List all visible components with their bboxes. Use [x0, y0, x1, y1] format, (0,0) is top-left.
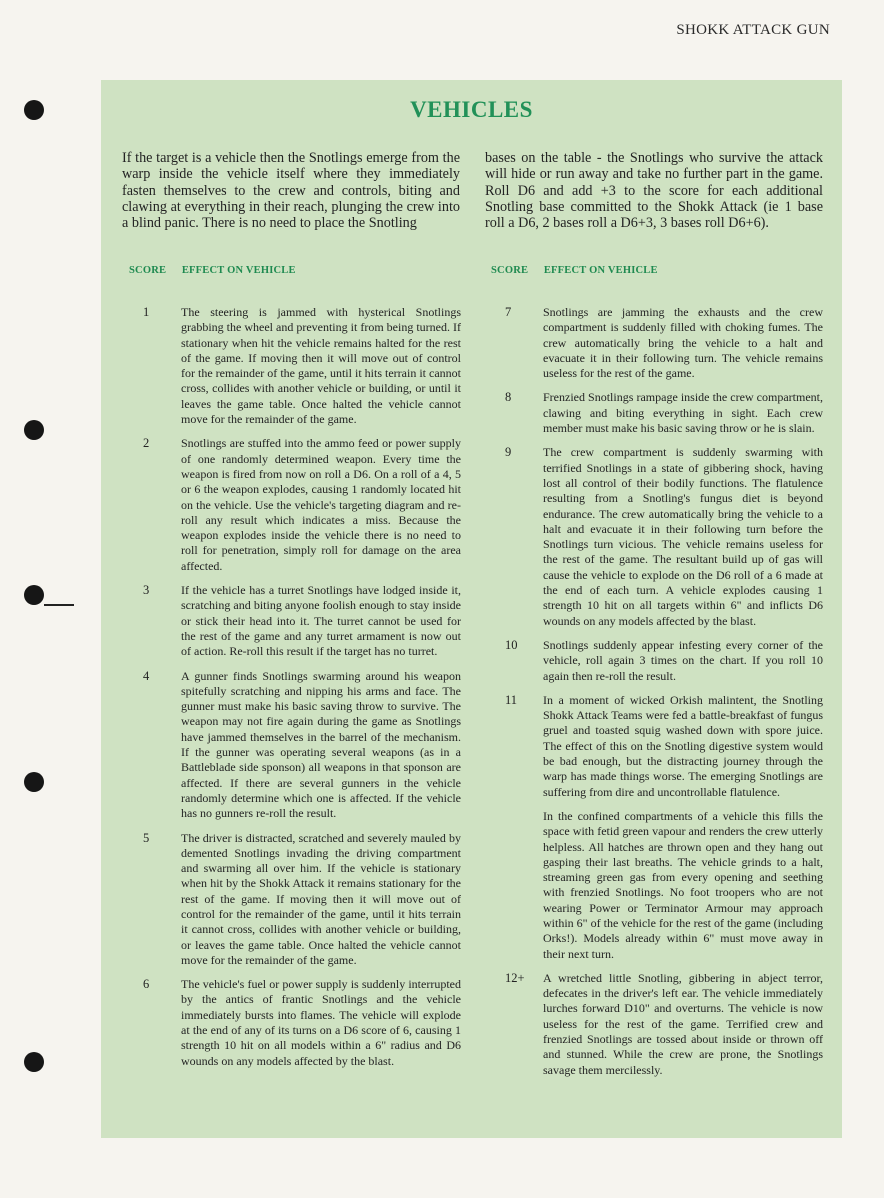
table-row [129, 436, 461, 574]
binder-hole [24, 100, 44, 120]
table-header [129, 265, 461, 305]
score-value: 2 [143, 436, 150, 451]
score-value: 5 [143, 830, 150, 845]
effect-paragraph: In the confined compartments of a vehicle this fills the space with fetid green vapour and renders the crew utterly helpless. All hatches are thrown open and they hang out gasping their last breaths. The vehicle grinds to a halt, streaming green gas from every opening and seething with frenzied Snotlings. No foot troopers who are not wearing Power or Terminator Armour may approach within 6" of the vehicle for the rest of the game (including Orks!). Models already within 6" must move away in their next turn. [543, 808, 823, 961]
table-row [129, 831, 461, 969]
table-header [491, 265, 823, 305]
score-value: 12+ [505, 970, 525, 985]
effect-text: Snotlings are jamming the exhausts and the crew compartment is suddenly filled with choking fumes. The crew automatically bring the vehicle to a halt and evacuate it in their following turn. The vehicle remains useless for the rest of the game. [543, 305, 823, 381]
effect-paragraph: In a moment of wicked Orkish malintent, the Snotling Shokk Attack Teams were fed a battle-breakfast of fungus gruel and toasted squig washed down with spore juice. The effect of this on the Snotling digestive system would be bad enough, but the distracting journey through the warp has made things worse. The emerging Snotlings are suffering from dire and uncontrollable flatulence. [543, 692, 823, 799]
effect-text: The vehicle's fuel or power supply is suddenly interrupted by the antics of frantic Snotlings and the vehicle immediately bursts into flames. The vehicle will explode at the end of any of its turns on a D6 score of 6, causing 1 strength 10 hit on all models within a 6" radius and D6 wounds on any models affected by the blast. [181, 977, 461, 1068]
effect-text: The driver is distracted, scratched and severely mauled by demented Snotlings invading the driving compartment and swarming all over him. If the vehicle is stationary when hit by the Shokk Attack it remains stationary for the rest of the game. If moving then it will move out of control for the remainder of the game, until it hits terrain it cannot cross, collides with another vehicle or building, or leaves the game table. Once halted the vehicle cannot move for the remainder of the game. [181, 830, 461, 967]
effect-text: A gunner finds Snotlings swarming around his weapon spitefully scratching and nipping his arms and face. The gunner must make his basic saving throw to survive. The weapon may not fire again during the game as Snotlings have jammed themselves in the barrel of the mechanism. If the gunner was operating several weapons (as in a Battleblade side sponson) all weapons in that sponson are affected. If there are several gunners in the vehicle randomly determine which one is affected. If the vehicle has no gunners re-roll the result. [181, 668, 461, 821]
effect-text: Snotlings suddenly appear infesting every corner of the vehicle, roll again 3 times on the chart. If you roll 10 again then re-roll the result. [543, 637, 823, 683]
table-row [491, 390, 823, 436]
score-value: 10 [505, 637, 518, 652]
table-row [491, 445, 823, 629]
score-value: 8 [505, 390, 512, 405]
table-row [491, 638, 823, 684]
score-value: 3 [143, 583, 150, 598]
effect-text: Frenzied Snotlings rampage inside the crew compartment, clawing and biting everything in sight. Each crew member must make his basic saving throw or he is slain. [543, 390, 823, 436]
effect-text: If the vehicle has a turret Snotlings have lodged inside it, scratching and biting anyone foolish enough to stay inside or stick their head into it. The turret cannot be used for the rest of the game and any turret armament is now out of action. Re-roll this result if the target has no turret. [181, 583, 461, 659]
table-row [491, 971, 823, 1078]
effect-header: EFFECT ON VEHICLE [543, 265, 658, 276]
effect-text: The crew compartment is suddenly swarming with terrified Snotlings in a state of gibbering shock, having lost all control of their bodily functions. The flatulence resulting from a Snotling's fungus diet is beyond endurance. The crew automatically bring the vehicle to a halt and evacuate it in their following turn before the Snotlings turn vicious. The vehicle remains useless for the rest of the game. The resultant build up of gas will cause the vehicle to explode on the D6 roll of a 6 made at the end of each turn. A vehicle explodes causing 1 strength 10 hit on all targets within 6" and inflicts D6 wounds on any models affected by the blast. [543, 445, 823, 628]
effect-text: A wretched little Snotling, gibbering in abject terror, defecates in the driver's left ear. The vehicle immediately lurches forward D10" and overturns. The vehicle is now useless for the rest of the game. Terrified crew and frenzied Snotlings are tossed about inside or thrown off and stunned. While the crew are prone, the Snotlings savage them mercilessly. [543, 970, 823, 1077]
binder-hole [24, 420, 44, 440]
score-header: SCORE [129, 265, 167, 276]
table-row [129, 977, 461, 1069]
table-row [129, 669, 461, 822]
score-value: 1 [143, 305, 150, 319]
score-value: 7 [505, 305, 512, 319]
vehicles-panel [101, 80, 842, 1138]
effect-header: EFFECT ON VEHICLE [181, 265, 296, 276]
effect-text [543, 693, 823, 962]
table-row [129, 583, 461, 659]
binder-mark [44, 604, 74, 606]
running-head: SHOKK ATTACK GUN [676, 22, 830, 38]
table-left [129, 265, 461, 1078]
binder-hole [24, 1052, 44, 1072]
intro-right: bases on the table - the Snotlings who survive the attack will hide or run away and take no further part in the game. Roll D6 and add +3 to the score for each additional Snotling base committed to the Shokk Attack (ie 1 base roll a D6, 2 bases roll a D6+3, 3 bases roll D6+6). [485, 150, 823, 232]
binder-hole [24, 585, 44, 605]
table-row [491, 305, 823, 381]
score-header: SCORE [491, 265, 529, 276]
score-value: 11 [505, 692, 518, 707]
table-right [491, 265, 823, 1087]
table-row [129, 305, 461, 427]
binder-hole [24, 772, 44, 792]
table-row [491, 693, 823, 962]
effect-text: The steering is jammed with hysterical Snotlings grabbing the wheel and preventing it from being turned. If stationary when hit the vehicle remains halted for the rest of the game. If moving then it will move out of control for the remainder of the game, until it hits terrain it cannot cross, collides with another vehicle or building, or until it leaves the game table. Once halted the vehicle cannot move for the remainder of the game. [181, 305, 461, 427]
page-title: VEHICLES [410, 97, 533, 122]
score-value: 4 [143, 668, 150, 683]
score-value: 9 [505, 445, 512, 460]
effect-text: Snotlings are stuffed into the ammo feed or power supply of one randomly determined weapon. Every time the weapon is fired from now on roll a D6. On a roll of a 4, 5 or 6 the weapon explodes, causing 1 randomly located hit on the vehicle. Use the vehicle's targeting diagram and re-roll any result which indicates a miss. Because the weapon explodes inside the vehicle there is no need to roll for penetration, simply roll for damage on the area affected. [181, 436, 461, 573]
intro-left: If the target is a vehicle then the Snotlings emerge from the warp inside the vehicle itself where they immediately fasten themselves to the crew and controls, biting and clawing at everything in their reach, plunging the crew into a blind panic. There is no need to place the Snotling [122, 150, 460, 232]
score-value: 6 [143, 977, 150, 992]
